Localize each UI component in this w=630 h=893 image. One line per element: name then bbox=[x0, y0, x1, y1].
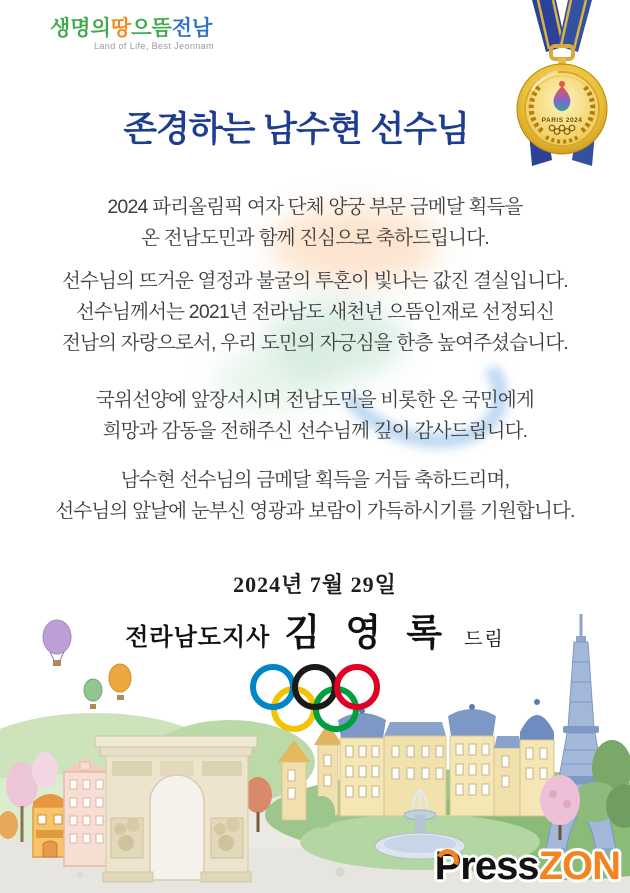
letter-title: 존경하는 남수현 선수님 bbox=[123, 110, 469, 149]
letter-line: 국위선양에 앞장서시며 전남도민을 비롯한 온 국민에게 bbox=[96, 389, 534, 411]
letter-paragraph bbox=[8, 266, 622, 359]
logo-part: 땅 bbox=[110, 17, 132, 40]
olympic-rings bbox=[247, 661, 383, 739]
watermark-zon: ZON bbox=[538, 844, 620, 888]
letter-body bbox=[8, 192, 622, 527]
logo-part: 전남 bbox=[171, 17, 213, 40]
logo-part: 으뜸 bbox=[131, 17, 172, 40]
jeonnam-logo-text bbox=[50, 18, 214, 40]
watermark-press-rest: ress bbox=[460, 844, 539, 888]
letter-line: 전남의 자랑으로서, 우리 도민의 자긍심을 한층 높여주셨습니다. bbox=[62, 332, 568, 354]
signature-name: 김 영 록 bbox=[284, 613, 451, 654]
medal-label: PARIS 2024 bbox=[541, 117, 583, 124]
letter-paragraph bbox=[8, 192, 622, 254]
signature-suffix: 드림 bbox=[464, 629, 505, 650]
gold-medal bbox=[496, 0, 628, 172]
letter-line: 선수님의 뜨거운 열정과 불굴의 투혼이 빛나는 값진 결실입니다. bbox=[62, 270, 568, 292]
letter-signature bbox=[0, 602, 630, 656]
letter-paragraph bbox=[8, 465, 622, 527]
letter-line: 선수님의 앞날에 눈부신 영광과 보람이 가득하시기를 기원합니다. bbox=[55, 500, 575, 522]
letter-paragraph bbox=[8, 385, 622, 447]
watermark-press: Press bbox=[434, 844, 539, 888]
letter-line: 희망과 감동을 전해주신 선수님께 깊이 감사드립니다. bbox=[102, 420, 528, 442]
letter-date: 2024년 7월 29일 bbox=[233, 572, 397, 597]
medal-coin bbox=[517, 64, 607, 154]
letter-line: 온 전남도민과 함께 진심으로 축하드립니다. bbox=[141, 227, 489, 249]
letter-line: 2024 파리올림픽 여자 단체 양궁 부문 금메달 획득을 bbox=[107, 196, 523, 218]
letter-line: 남수현 선수님의 금메달 획득을 거듭 축하드리며, bbox=[120, 469, 510, 491]
jeonnam-logo-subtitle: Land of Life, Best Jeonnam bbox=[94, 41, 214, 52]
presszon-watermark bbox=[435, 844, 620, 889]
jeonnam-logo bbox=[50, 18, 214, 51]
letter-line: 선수님께서는 2021년 전라남도 새천년 으뜸인재로 선정되신 bbox=[75, 301, 555, 323]
logo-part: 생명의 bbox=[50, 17, 111, 40]
signature-title: 전라남도지사 bbox=[125, 625, 271, 651]
